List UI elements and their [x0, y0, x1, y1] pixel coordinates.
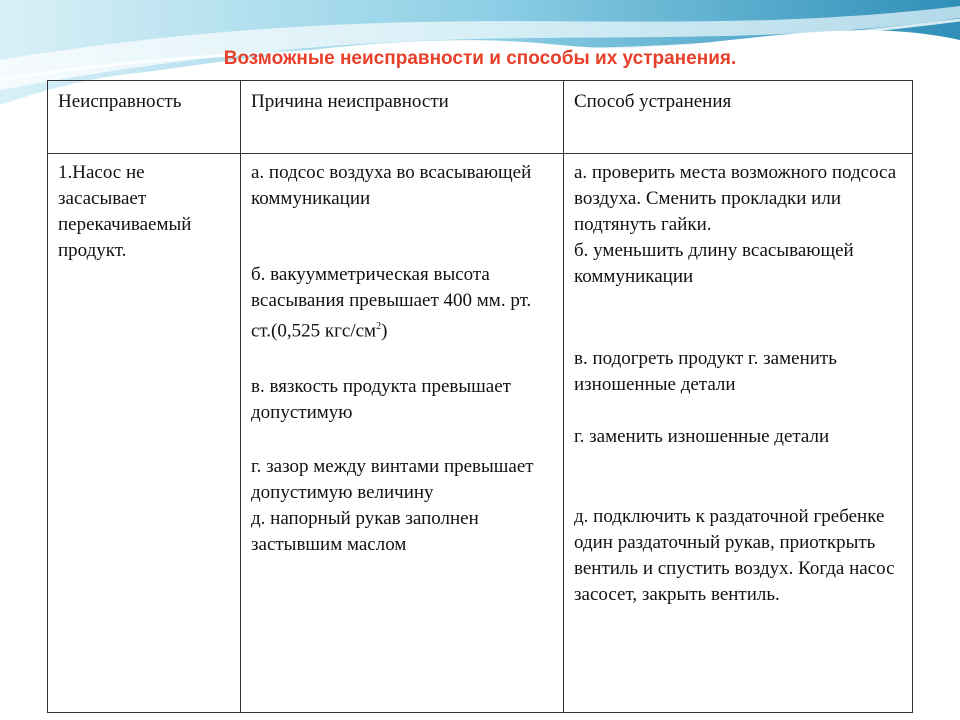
- remedy-e: д. подключить к раздаточной гребенке один раздаточный рукав, приоткрыть вентиль и спустить воздух. Когда насос засосет, закрыть вентиль.: [574, 506, 895, 605]
- cause-cell: [241, 154, 564, 713]
- cause-b-suffix: ): [381, 320, 388, 342]
- table-header-row: [48, 81, 913, 154]
- remedy-d: г. заменить изношенные детали: [574, 426, 830, 447]
- cause-a: а. подсос воздуха во всасывающей коммуникации: [251, 162, 532, 209]
- faults-table: [47, 80, 913, 713]
- header-cause: Причина неисправности: [241, 81, 564, 154]
- fault-cell: [48, 154, 241, 713]
- fault-text: 1.Насос не засасывает перекачиваемый продукт.: [58, 162, 192, 261]
- cause-e: д. напорный рукав заполнен застывшим маслом: [251, 508, 479, 556]
- cause-b-superscript: 2: [376, 321, 382, 332]
- slide-title: Возможные неисправности и способы их устранения.: [223, 48, 737, 69]
- remedy-cell: [564, 154, 913, 713]
- remedy-a: а. проверить места возможного подсоса воздуха. Сменить прокладки или подтянуть гайки.: [574, 162, 897, 235]
- remedy-b: б. уменьшить длину всасывающей коммуникации: [574, 240, 854, 287]
- cause-b-text: б. вакуумметрическая высота всасывания превышает 400 мм. рт. ст.(0,525 кгс/см: [251, 264, 532, 342]
- cause-b: [251, 262, 553, 344]
- remedy-c: в. подогреть продукт г. заменить изношенные детали: [574, 348, 837, 395]
- header-remedy: Способ устранения: [564, 81, 913, 154]
- cause-c: в. вязкость продукта превышает допустимую: [251, 376, 511, 424]
- table-row: [48, 154, 913, 713]
- header-fault: Неисправность: [48, 81, 241, 154]
- cause-d: г. зазор между винтами превышает допустимую величину: [251, 456, 534, 504]
